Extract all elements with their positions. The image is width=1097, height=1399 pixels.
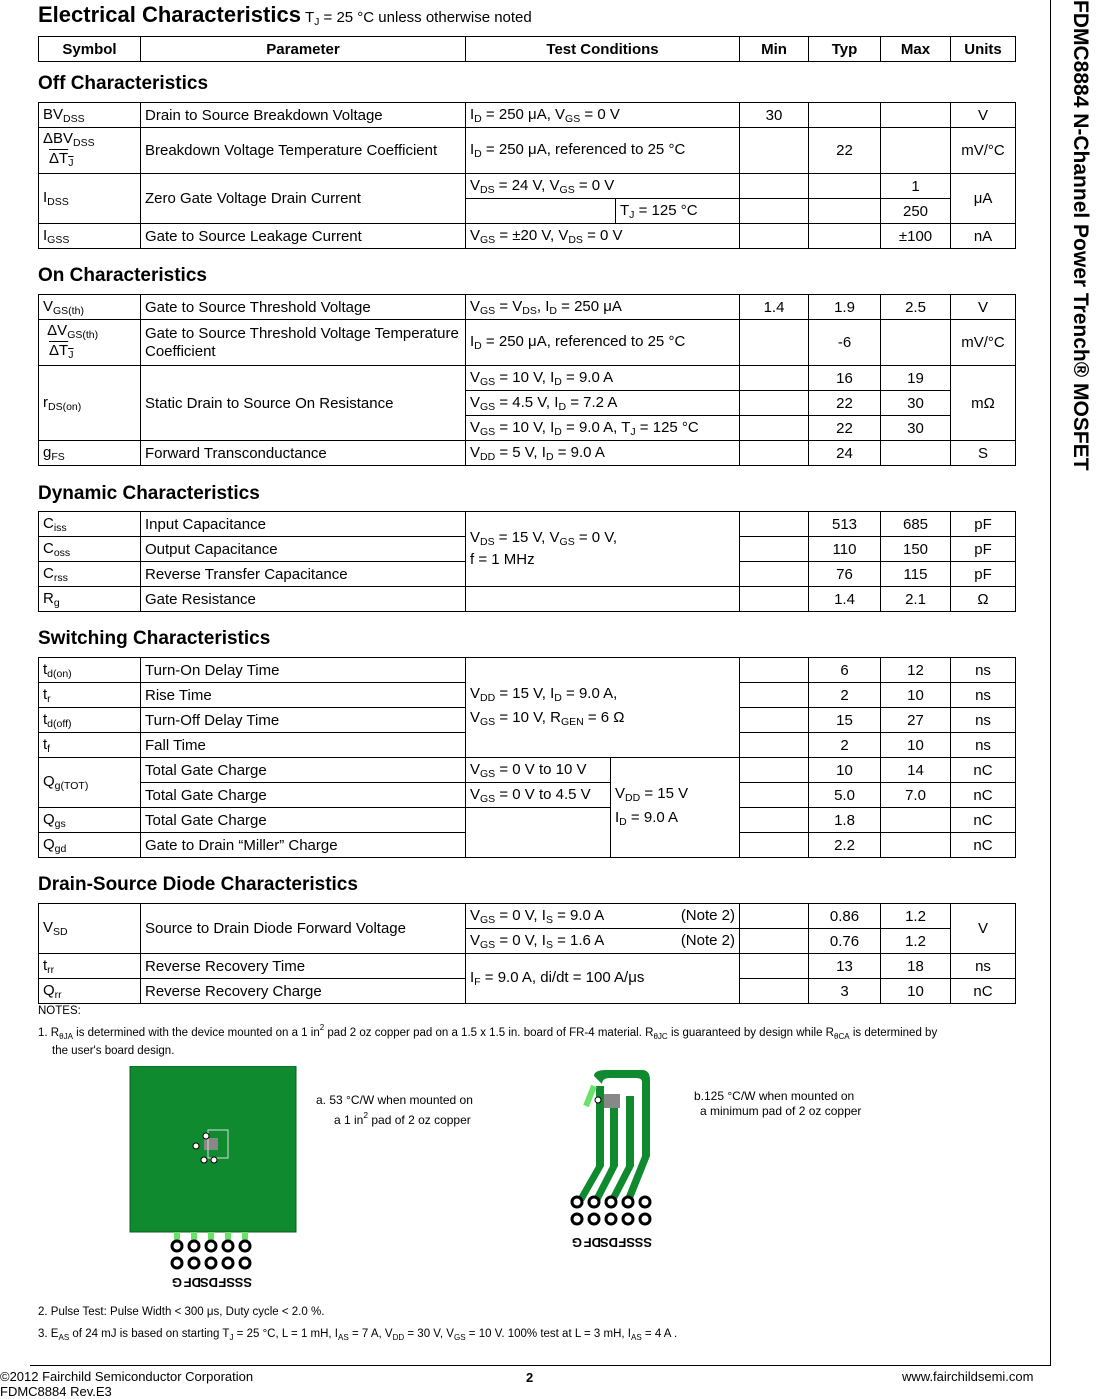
side-title: FDMC8884 N-Channel Power Trench® MOSFET xyxy=(1069,0,1092,471)
section-diode: Drain-Source Diode Characteristics xyxy=(38,874,358,895)
on-table xyxy=(38,294,1016,466)
table-row: $t_{rr}$ Reverse Recovery Time $I_F = 9.0$ A, di/dt = 100 A/μs 13 18 ns xyxy=(39,954,1016,979)
table-row: $BV_{DSS}$ Drain to Source Breakdown Voltage $I_D = 250$ μA, $V_{GS} = 0$ V 30 V xyxy=(39,103,1016,128)
footer-part: FDMC8884 Rev.E3 xyxy=(0,1384,112,1399)
col-symbol: Symbol xyxy=(39,37,141,62)
table-row: $Q_{rr}$ Reverse Recovery Charge 3 10 nC xyxy=(39,979,1016,1004)
table-row: $C_{oss}$ Output Capacitance 110 150 pF xyxy=(39,537,1016,562)
table-row: $t_{d(off)}$ Turn-Off Delay Time 15 27 ns xyxy=(39,708,1016,733)
column-header-table xyxy=(38,36,1016,62)
table-row: $I_{DSS}$ Zero Gate Voltage Drain Current $V_{DS} = 24$ V, $V_{GS} = 0$ V 1 μA xyxy=(39,174,1016,199)
section-off: Off Characteristics xyxy=(38,73,209,94)
pin-labels-b: SS SF DS DF G xyxy=(571,1235,652,1250)
notes-heading: NOTES: xyxy=(38,1005,81,1017)
page-title: Electrical Characteristics $T_J = 25$ °C unless otherwise noted xyxy=(38,2,532,28)
pcb-figure-a xyxy=(128,1066,298,1236)
table-row: $t_r$ Rise Time 2 10 ns xyxy=(39,683,1016,708)
col-units: Units xyxy=(951,37,1016,62)
table-row: $I_{GSS}$ Gate to Source Leakage Current $V_{GS} = \pm 20$ V, $V_{DS} = 0$ V ±100 nA xyxy=(39,224,1016,249)
section-on: On Characteristics xyxy=(38,265,207,286)
section-dynamic: Dynamic Characteristics xyxy=(38,483,260,504)
note-2: 2. Pulse Test: Pulse Width < 300 μs, Duty cycle < 2.0 %. xyxy=(38,1306,325,1318)
pcb-pins-a xyxy=(168,1232,252,1272)
col-min: Min xyxy=(740,37,809,62)
pin-labels-a: SS SF DS DF G xyxy=(171,1275,252,1290)
page-number: 2 xyxy=(526,1370,534,1385)
table-row: $V_{GS} = 0$ V, $I_S = 1.6$ A (Note 2) 0.76 1.2 xyxy=(39,929,1016,954)
figure-b-caption: b.125 °C/W when mounted on a minimum pad of 2 oz copper xyxy=(694,1089,862,1118)
table-row: $t_{d(on)}$ Turn-On Delay Time $V_{DD} = 15$ V, $I_D = 9.0$ A, $V_{GS} = 10$ V, $R_{GEN} = 6$ Ω 6 12 ns xyxy=(39,658,1016,683)
table-row: $\Delta V_{GS(th)}$ $\Delta T_J$ Gate to Source Threshold Voltage Temperature Coefficient $I_D = 250$ μA, referenced to 25 °C -6 mV/°C xyxy=(39,320,1016,366)
table-row: $V_{GS} = 4.5$ V, $I_D = 7.2$ A 22 30 xyxy=(39,391,1016,416)
table-row: $r_{DS(on)}$ Static Drain to Source On Resistance $V_{GS} = 10$ V, $I_D = 9.0$ A 16 19 mΩ xyxy=(39,366,1016,391)
table-row: $Q_{gs}$ Total Gate Charge 1.8 nC xyxy=(39,808,1016,833)
table-row: $V_{SD}$ Source to Drain Diode Forward Voltage $V_{GS} = 0$ V, $I_S = 9.0$ A (Note 2) 0.86 1.2 V xyxy=(39,904,1016,929)
note-3: 3. $E_{AS}$ of 24 mJ is based on starting $T_J = 25$ °C, L = 1 mH, $I_{AS} = 7$ A, $V_{DD} = 30$ V, $V_{GS} = 10$ V. 100% test at L = 3 mH, $I_{AS} = 4$ A . xyxy=(38,1328,678,1342)
table-row: $C_{rss}$ Reverse Transfer Capacitance 76 115 pF xyxy=(39,562,1016,587)
table-row: $T_J = 125$ °C 250 xyxy=(39,199,1016,224)
table-row: $Q_{gd}$ Gate to Drain “Miller” Charge 2.2 nC xyxy=(39,833,1016,858)
diode-table xyxy=(38,903,1016,1004)
table-row: $g_{FS}$ Forward Transconductance $V_{DD} = 5$ V, $I_D = 9.0$ A 24 S xyxy=(39,441,1016,466)
pcb-pins-b xyxy=(568,1195,652,1229)
table-row: $Q_{g(TOT)}$ Total Gate Charge $V_{GS} = 0$ V to 10 V $V_{DD} = 15$ V $I_D = 9.0$ A 10 14 nC xyxy=(39,758,1016,783)
footer-copyright: ©2012 Fairchild Semiconductor Corporation xyxy=(0,1369,254,1384)
table-row: $V_{GS(th)}$ Gate to Source Threshold Voltage $V_{GS} = V_{DS}$, $I_D = 250$ μA 1.4 1.9 2.5 V xyxy=(39,295,1016,320)
col-typ: Typ xyxy=(809,37,881,62)
col-test-conditions: Test Conditions xyxy=(466,37,740,62)
table-row: Total Gate Charge $V_{GS} = 0$ V to 4.5 V 5.0 7.0 nC xyxy=(39,783,1016,808)
off-table xyxy=(38,102,1016,249)
note-1: 1. $R_{\theta JA}$ is determined with the device mounted on a 1 $in^2$ pad 2 oz copper pad on a 1.5 x 1.5 in. board of FR-4 material. $R_{\theta JC}$ is guaranteed by design while $R_{\theta CA}$ is determined by the user's board design. xyxy=(38,1023,938,1057)
table-row: $R_g$ Gate Resistance 1.4 2.1 Ω xyxy=(39,587,1016,612)
col-parameter: Parameter xyxy=(141,37,466,62)
figure-a-caption: a. 53 °C/W when mounted on a 1 $in^2$ pad of 2 oz copper xyxy=(316,1093,473,1127)
table-row: $V_{GS} = 10$ V, $I_D = 9.0$ A, $T_J = 125$ °C 22 30 xyxy=(39,416,1016,441)
table-row: $t_f$ Fall Time 2 10 ns xyxy=(39,733,1016,758)
switching-table xyxy=(38,657,1016,858)
table-row: $C_{iss}$ Input Capacitance $V_{DS} = 15$ V, $V_{GS} = 0$ V, f = 1 MHz 513 685 pF xyxy=(39,512,1016,537)
section-switching: Switching Characteristics xyxy=(38,628,271,649)
dynamic-table xyxy=(38,511,1016,612)
footer-url[interactable]: www.fairchildsemi.com xyxy=(902,1369,1034,1384)
col-max: Max xyxy=(881,37,951,62)
table-row: $\Delta BV_{DSS}$ $\Delta T_J$ Breakdown Voltage Temperature Coefficient $I_D = 250$ μA, referenced to 25 °C 22 mV/°C xyxy=(39,128,1016,174)
